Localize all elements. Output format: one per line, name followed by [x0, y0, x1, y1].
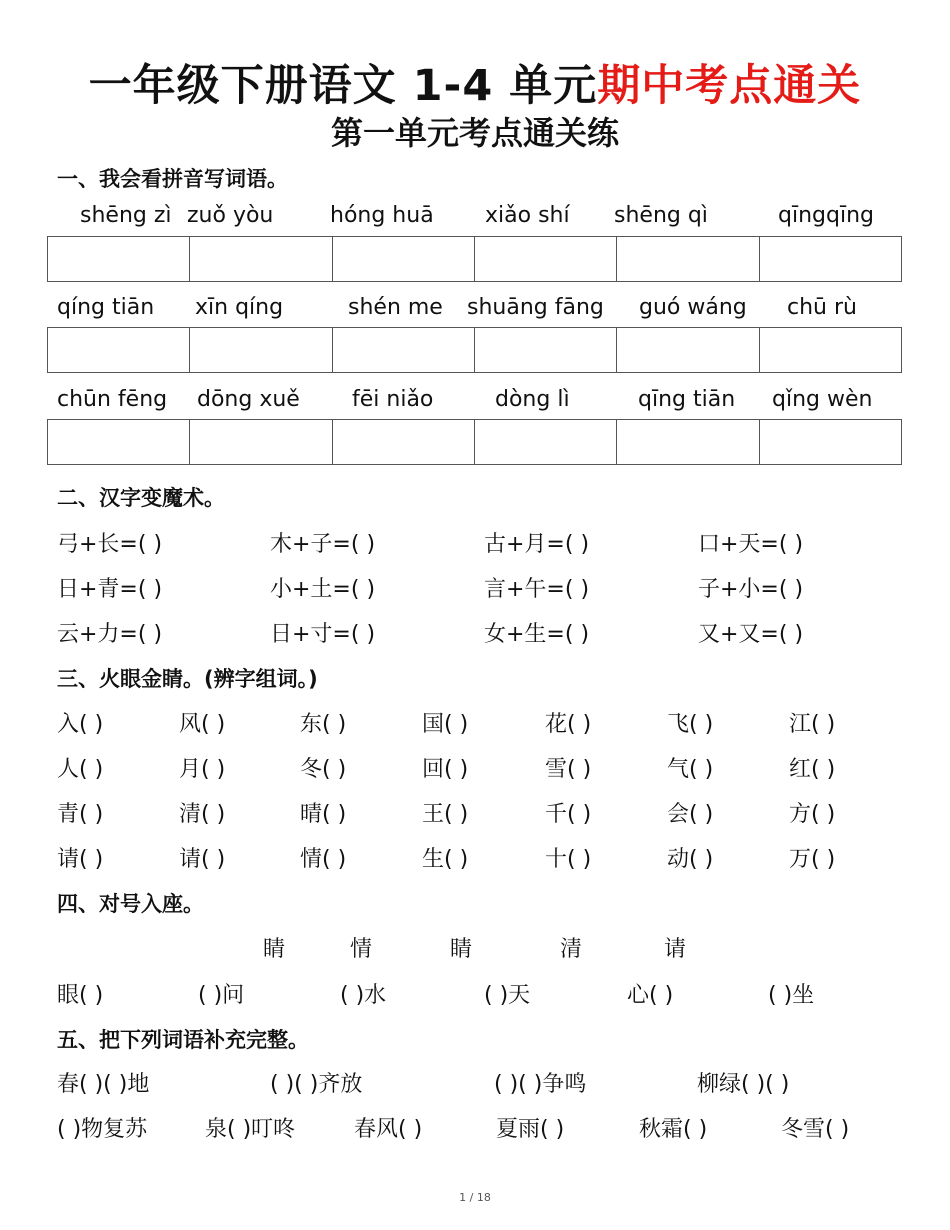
pinyin-label: xīn qíng	[195, 295, 284, 320]
compare-item: 万( )	[789, 847, 836, 872]
magic-item: 口+天=( )	[698, 532, 804, 557]
compare-item: 千( )	[545, 802, 592, 827]
writing-grid-row-1	[47, 236, 902, 282]
fill-item: ( )问	[198, 983, 245, 1008]
magic-item: 云+力=( )	[57, 622, 163, 647]
page-number: 1 / 18	[459, 1191, 491, 1204]
compare-item: 清( )	[179, 802, 226, 827]
writing-cell[interactable]	[617, 420, 759, 464]
fill-item: 眼( )	[57, 983, 104, 1008]
magic-item: 日+寸=( )	[270, 622, 376, 647]
section-1-heading: 一、我会看拼音写词语。	[57, 167, 288, 191]
pinyin-label: dōng xuě	[197, 387, 300, 412]
pinyin-label: xiǎo shí	[485, 203, 570, 228]
compare-item: 冬( )	[300, 757, 347, 782]
magic-item: 子+小=( )	[698, 577, 804, 602]
idiom-item: 柳绿( )( )	[697, 1072, 790, 1097]
compare-item: 人( )	[57, 757, 104, 782]
idiom-item: 夏雨( )	[496, 1117, 565, 1142]
pinyin-label: qīngqīng	[778, 203, 874, 228]
compare-item: 回( )	[422, 757, 469, 782]
pinyin-label: shēng qì	[614, 203, 708, 228]
writing-grid-row-2	[47, 327, 902, 373]
choice-char: 睛	[263, 937, 286, 962]
pinyin-label: guó wáng	[639, 295, 747, 320]
writing-cell[interactable]	[760, 420, 901, 464]
fill-item: ( )水	[340, 983, 387, 1008]
pinyin-label: qǐng wèn	[772, 387, 873, 412]
pinyin-label: qīng tiān	[638, 387, 736, 412]
writing-cell[interactable]	[190, 420, 332, 464]
pinyin-label: fēi niǎo	[352, 387, 434, 412]
compare-item: 雪( )	[545, 757, 592, 782]
pinyin-label: qíng tiān	[57, 295, 155, 320]
compare-item: 请( )	[57, 847, 104, 872]
fill-item: 心( )	[627, 983, 674, 1008]
section-5-heading: 五、把下列词语补充完整。	[57, 1028, 309, 1052]
choice-char: 请	[664, 937, 687, 962]
idiom-item: ( )( )齐放	[270, 1072, 363, 1097]
writing-cell[interactable]	[760, 328, 901, 372]
idiom-item: ( )( )争鸣	[494, 1072, 587, 1097]
magic-item: 日+青=( )	[57, 577, 163, 602]
pinyin-label: dòng lì	[495, 387, 570, 412]
fill-item: ( )坐	[768, 983, 815, 1008]
compare-item: 江( )	[789, 712, 836, 737]
writing-cell[interactable]	[760, 237, 901, 281]
title-black: 一年级下册语文 1-4 单元	[88, 61, 598, 111]
compare-item: 生( )	[422, 847, 469, 872]
compare-item: 飞( )	[667, 712, 714, 737]
choice-char: 情	[350, 937, 373, 962]
compare-item: 晴( )	[300, 802, 347, 827]
choice-char: 睛	[450, 937, 473, 962]
idiom-item: 春风( )	[354, 1117, 423, 1142]
writing-cell[interactable]	[333, 420, 475, 464]
idiom-item: 泉( )叮咚	[205, 1117, 296, 1142]
compare-item: 气( )	[667, 757, 714, 782]
writing-cell[interactable]	[617, 237, 759, 281]
compare-item: 红( )	[789, 757, 836, 782]
magic-item: 女+生=( )	[484, 622, 590, 647]
compare-item: 入( )	[57, 712, 104, 737]
pinyin-label: shén me	[348, 295, 443, 320]
compare-item: 请( )	[179, 847, 226, 872]
compare-item: 王( )	[422, 802, 469, 827]
section-3-heading: 三、火眼金睛。(辨字组词。)	[57, 667, 318, 691]
compare-item: 方( )	[789, 802, 836, 827]
writing-grid-row-3	[47, 419, 902, 465]
fill-item: ( )天	[484, 983, 531, 1008]
section-4-heading: 四、对号入座。	[57, 892, 204, 916]
pinyin-label: shēng zì	[80, 203, 172, 228]
compare-item: 动( )	[667, 847, 714, 872]
magic-item: 又+又=( )	[698, 622, 804, 647]
compare-item: 月( )	[179, 757, 226, 782]
idiom-item: ( )物复苏	[57, 1117, 148, 1142]
pinyin-label: shuāng fāng	[467, 295, 604, 320]
page-title	[0, 52, 950, 113]
pinyin-label: chūn fēng	[57, 387, 168, 412]
compare-item: 情( )	[300, 847, 347, 872]
section-2-heading: 二、汉字变魔术。	[57, 486, 225, 510]
writing-cell[interactable]	[475, 237, 617, 281]
magic-item: 古+月=( )	[484, 532, 590, 557]
magic-item: 言+午=( )	[484, 577, 590, 602]
compare-item: 东( )	[300, 712, 347, 737]
title-red: 期中考点通关	[597, 61, 862, 111]
writing-cell[interactable]	[190, 237, 332, 281]
writing-cell[interactable]	[333, 237, 475, 281]
idiom-item: 春( )( )地	[57, 1072, 150, 1097]
writing-cell[interactable]	[48, 237, 190, 281]
choice-char: 清	[560, 937, 583, 962]
page-subtitle: 第一单元考点通关练	[330, 114, 619, 152]
idiom-item: 秋霜( )	[639, 1117, 708, 1142]
pinyin-label: zuǒ yòu	[187, 203, 274, 228]
compare-item: 会( )	[667, 802, 714, 827]
writing-cell[interactable]	[333, 328, 475, 372]
writing-cell[interactable]	[475, 328, 617, 372]
writing-cell[interactable]	[617, 328, 759, 372]
writing-cell[interactable]	[190, 328, 332, 372]
magic-item: 小+土=( )	[270, 577, 376, 602]
pinyin-label: hóng huā	[330, 203, 434, 228]
compare-item: 青( )	[57, 802, 104, 827]
pinyin-label: chū rù	[787, 295, 857, 320]
writing-cell[interactable]	[475, 420, 617, 464]
compare-item: 花( )	[545, 712, 592, 737]
writing-cell[interactable]	[48, 420, 190, 464]
magic-item: 木+子=( )	[270, 532, 376, 557]
writing-cell[interactable]	[48, 328, 190, 372]
magic-item: 弓+长=( )	[57, 532, 163, 557]
compare-item: 风( )	[179, 712, 226, 737]
idiom-item: 冬雪( )	[781, 1117, 850, 1142]
compare-item: 十( )	[545, 847, 592, 872]
compare-item: 国( )	[422, 712, 469, 737]
